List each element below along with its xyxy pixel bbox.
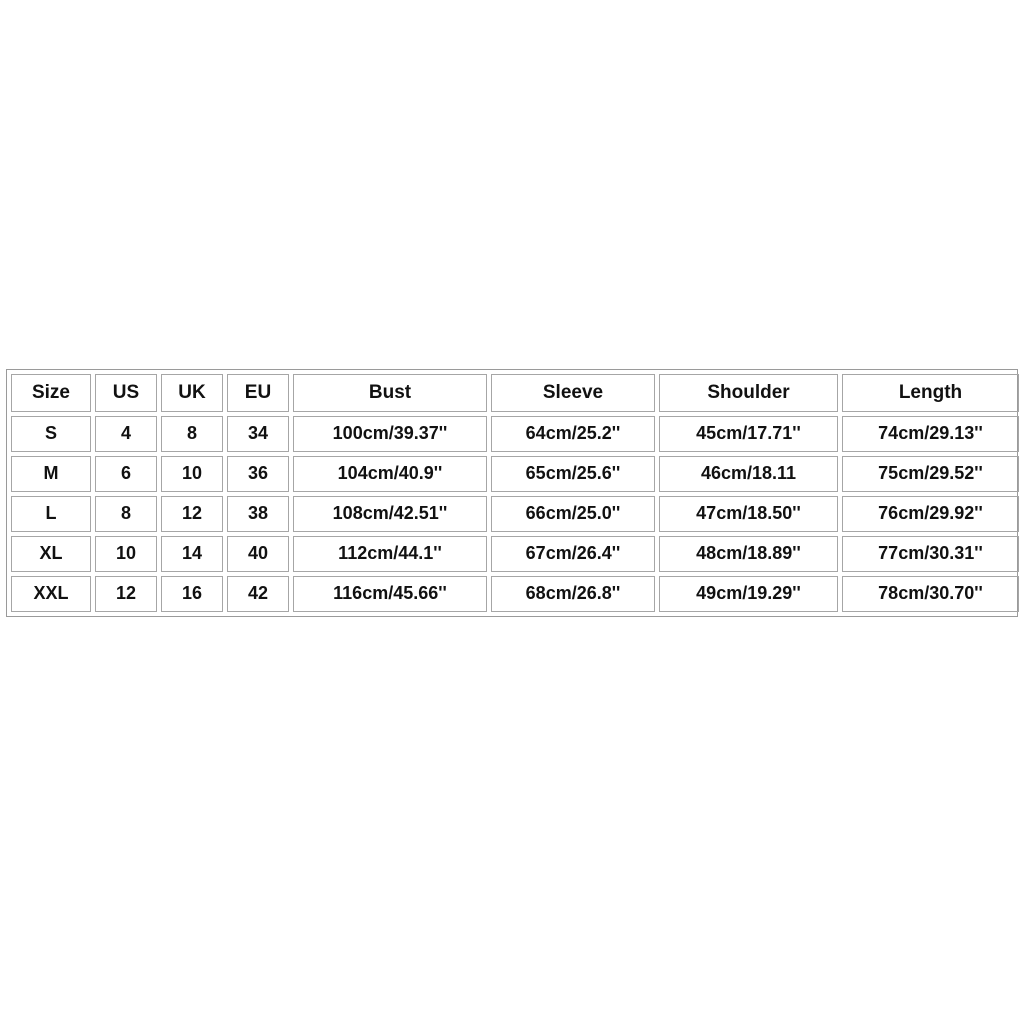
cell-shoulder: 48cm/18.89''	[659, 536, 838, 572]
column-header-bust: Bust	[293, 374, 487, 412]
cell-eu: 38	[227, 496, 289, 532]
cell-eu: 36	[227, 456, 289, 492]
size-chart-table	[7, 370, 1023, 616]
cell-size: S	[11, 416, 91, 452]
table-row	[11, 456, 1019, 492]
cell-size: L	[11, 496, 91, 532]
cell-us: 10	[95, 536, 157, 572]
cell-bust: 104cm/40.9''	[293, 456, 487, 492]
cell-uk: 14	[161, 536, 223, 572]
cell-eu: 40	[227, 536, 289, 572]
cell-bust: 100cm/39.37''	[293, 416, 487, 452]
cell-length: 76cm/29.92''	[842, 496, 1019, 532]
cell-us: 6	[95, 456, 157, 492]
cell-uk: 10	[161, 456, 223, 492]
cell-length: 78cm/30.70''	[842, 576, 1019, 612]
column-header-uk: UK	[161, 374, 223, 412]
cell-length: 74cm/29.13''	[842, 416, 1019, 452]
header-row	[11, 374, 1019, 412]
cell-eu: 34	[227, 416, 289, 452]
cell-uk: 8	[161, 416, 223, 452]
column-header-size: Size	[11, 374, 91, 412]
column-header-eu: EU	[227, 374, 289, 412]
cell-shoulder: 46cm/18.11	[659, 456, 838, 492]
cell-shoulder: 45cm/17.71''	[659, 416, 838, 452]
cell-uk: 16	[161, 576, 223, 612]
cell-sleeve: 67cm/26.4''	[491, 536, 655, 572]
size-chart	[6, 369, 1018, 617]
column-header-shoulder: Shoulder	[659, 374, 838, 412]
cell-size: M	[11, 456, 91, 492]
cell-us: 12	[95, 576, 157, 612]
cell-bust: 108cm/42.51''	[293, 496, 487, 532]
cell-sleeve: 65cm/25.6''	[491, 456, 655, 492]
cell-sleeve: 68cm/26.8''	[491, 576, 655, 612]
table-row	[11, 576, 1019, 612]
cell-sleeve: 66cm/25.0''	[491, 496, 655, 532]
column-header-us: US	[95, 374, 157, 412]
table-row	[11, 536, 1019, 572]
column-header-sleeve: Sleeve	[491, 374, 655, 412]
column-header-length: Length	[842, 374, 1019, 412]
table-row	[11, 416, 1019, 452]
cell-size: XXL	[11, 576, 91, 612]
cell-size: XL	[11, 536, 91, 572]
cell-length: 77cm/30.31''	[842, 536, 1019, 572]
cell-shoulder: 49cm/19.29''	[659, 576, 838, 612]
cell-length: 75cm/29.52''	[842, 456, 1019, 492]
cell-us: 4	[95, 416, 157, 452]
cell-shoulder: 47cm/18.50''	[659, 496, 838, 532]
cell-bust: 116cm/45.66''	[293, 576, 487, 612]
table-row	[11, 496, 1019, 532]
cell-eu: 42	[227, 576, 289, 612]
cell-us: 8	[95, 496, 157, 532]
cell-bust: 112cm/44.1''	[293, 536, 487, 572]
cell-uk: 12	[161, 496, 223, 532]
cell-sleeve: 64cm/25.2''	[491, 416, 655, 452]
